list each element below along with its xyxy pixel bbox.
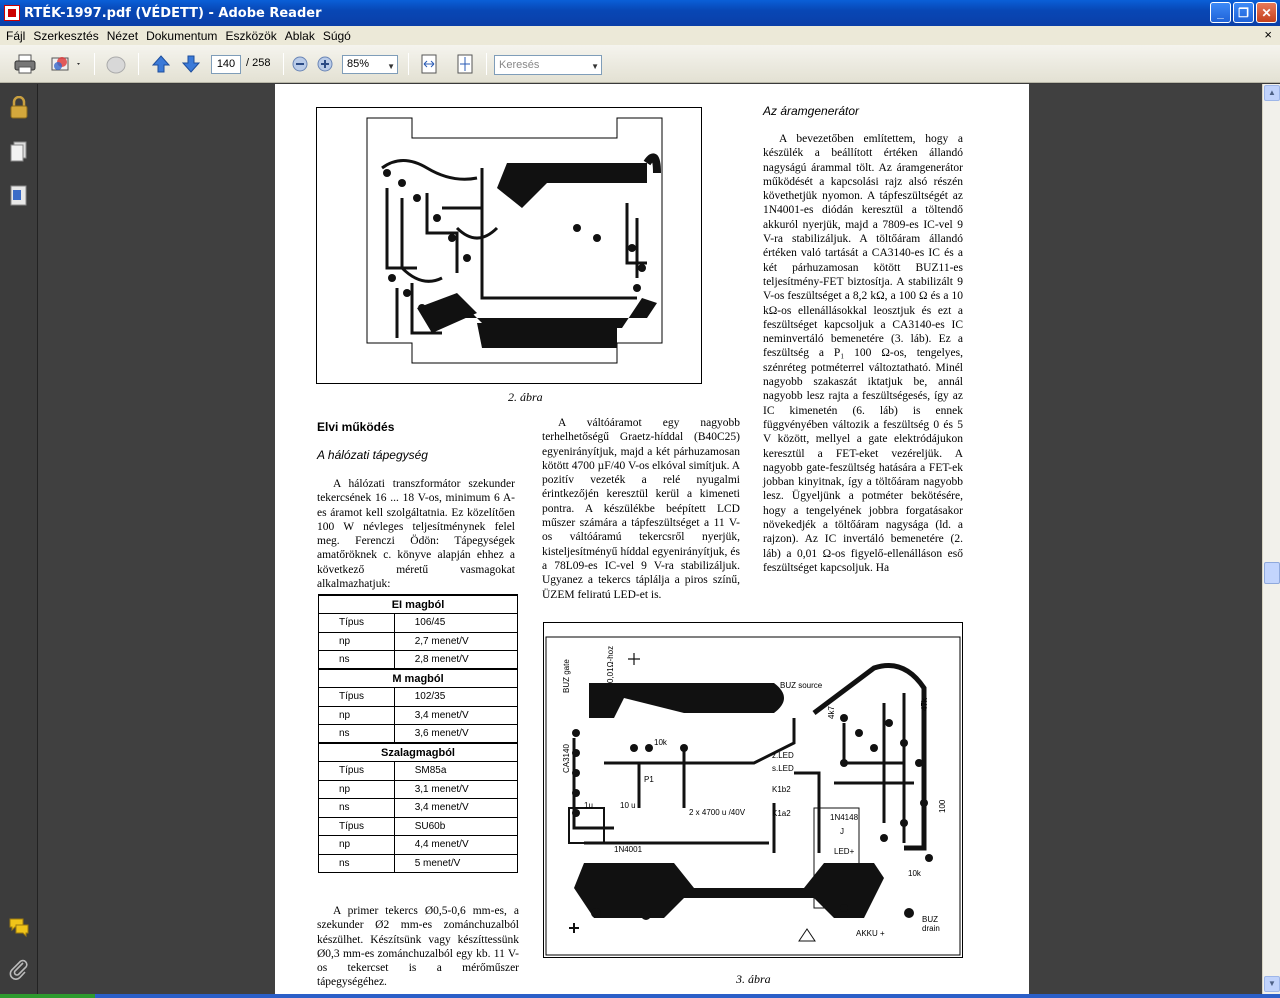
table-cell: ns [319, 651, 395, 670]
label-buz-drain: BUZ drain [922, 915, 940, 933]
table-cell: 102/35 [394, 688, 517, 707]
table-cell: 2,8 menet/V [394, 651, 517, 670]
label-10k: 10k [654, 738, 667, 747]
menu-tools[interactable]: Eszközök [225, 28, 277, 43]
label-4k7: 4k7 [827, 706, 836, 719]
col1-text-2: A primer tekercs Ø0,5-0,6 mm-es, a szekunder Ø2 mm-es zománchuzalból készülhet. Készítsünk vagy készíttessünk Ø0,3 mm-es zománchuzalból egy kb. 11 V-os tekercset is a mérőműszer tápegységéhez. [317, 905, 519, 989]
label-buz-source: BUZ source [780, 681, 823, 690]
table-cell: 5 menet/V [394, 854, 517, 873]
table-cell: SM85a [394, 762, 517, 781]
label-z-led: z.LED [772, 751, 794, 760]
total-pages: 258 [252, 57, 271, 69]
toolbar [0, 45, 1280, 83]
label-s-led: s.LED [772, 764, 794, 773]
table-cell: np [319, 706, 395, 725]
scroll-down-icon[interactable]: ▼ [1264, 976, 1280, 992]
table-row [319, 762, 518, 781]
figure-3-pcb [543, 622, 963, 958]
table-row [319, 836, 518, 855]
attachments-icon[interactable] [8, 184, 30, 208]
page-separator: / [246, 57, 250, 69]
table-cell: SU60b [394, 817, 517, 836]
label-ohm: 0,01Ω-hoz [606, 645, 615, 683]
zoom-select[interactable] [342, 55, 398, 74]
table-cell: 3,4 menet/V [394, 799, 517, 818]
scroll-thumb[interactable] [1264, 562, 1280, 584]
page-total [246, 57, 270, 69]
menu-edit[interactable]: Szerkesztés [33, 28, 99, 43]
table-cell: np [319, 836, 395, 855]
subsection-title-power: A hálózati tápegység [317, 448, 428, 462]
close-document-button[interactable]: × [1264, 27, 1272, 42]
search-input[interactable] [494, 55, 602, 75]
up-arrow-icon[interactable] [150, 52, 172, 76]
page-number-input[interactable]: 140 [211, 55, 241, 74]
figure-2-pcb [316, 107, 702, 384]
table-row [319, 614, 518, 633]
figure-3-caption: 3. ábra [736, 972, 771, 986]
vertical-scrollbar[interactable] [1262, 84, 1280, 994]
figure-2-caption: 2. ábra [508, 390, 543, 404]
table-row [319, 780, 518, 799]
taskbar-strip [0, 994, 1280, 998]
lock-icon[interactable] [8, 96, 30, 120]
zoom-in-icon[interactable] [315, 52, 335, 76]
chevron-down-icon[interactable]: ▼ [591, 62, 599, 71]
search-placeholder: Keresés [499, 59, 540, 71]
col1-paragraph-2 [317, 904, 519, 990]
hand-icon[interactable] [103, 52, 129, 76]
label-ca3140: CA3140 [562, 744, 571, 773]
table-row [319, 632, 518, 651]
table-cell: 3,4 menet/V [394, 706, 517, 725]
table-row [319, 799, 518, 818]
window-title: RTÉK-1997.pdf (VÉDETT) - Adobe Reader [24, 5, 322, 21]
label-k1a2: K1a2 [772, 809, 791, 818]
col1-paragraph-1 [317, 477, 515, 591]
table-cell: Típus [319, 688, 395, 707]
label-j: J [840, 827, 844, 836]
section-title: Elvi működés [317, 420, 395, 434]
paperclip-icon[interactable] [8, 958, 30, 982]
maximize-button[interactable]: ❐ [1233, 2, 1254, 23]
label-10u: 10 u [620, 801, 636, 810]
table-cell: np [319, 780, 395, 799]
table-row [319, 725, 518, 744]
table-row [319, 817, 518, 836]
label-1n4148: 1N4148 [830, 813, 859, 822]
table-group-ei: EI magból [319, 595, 518, 614]
label-buz-gate: BUZ gate [562, 659, 571, 693]
label-led-plus: LED+ [834, 847, 855, 856]
label-k1b2: K1b2 [772, 785, 791, 794]
table-cell: np [319, 632, 395, 651]
pdf-page [275, 84, 1029, 994]
table-cell: ns [319, 854, 395, 873]
table-group-m: M magból [319, 669, 518, 688]
table-cell: Típus [319, 762, 395, 781]
printer-icon[interactable] [12, 52, 38, 76]
table-row [319, 706, 518, 725]
label-47k: 47k [920, 698, 929, 711]
label-p1: P1 [644, 775, 654, 784]
down-arrow-icon[interactable] [180, 52, 202, 76]
table-cell: 106/45 [394, 614, 517, 633]
menu-document[interactable]: Dokumentum [146, 28, 218, 43]
col2-paragraph-1 [542, 416, 740, 602]
label-1n4001: 1N4001 [614, 845, 643, 854]
core-table [318, 594, 518, 873]
navigation-panel [0, 84, 38, 994]
label-akku: AKKU + [856, 929, 885, 938]
scroll-up-icon[interactable]: ▲ [1264, 85, 1280, 101]
fit-page-icon[interactable] [454, 52, 476, 76]
table-cell: ns [319, 799, 395, 818]
table-cell: 4,4 menet/V [394, 836, 517, 855]
label-10k-b: 10k [908, 869, 921, 878]
menu-help[interactable]: Súgó [322, 28, 351, 43]
pdf-app-icon [4, 5, 20, 21]
table-group-tape: Szalagmagból [319, 743, 518, 762]
table-row [319, 651, 518, 670]
zoom-out-icon[interactable] [290, 52, 310, 76]
col1-text-1: A hálózati transzformátor szekunder tekercsének 16 ... 18 V-os, minimum 6 A-es áramot kell szolgáltatnia. Ez közelítően 100 W névleges teljesítménynek felel meg. Ferenczi Ödön: Tápegységek amatőröknek c. könyve alapján ehhez a következő méretű vasmagokat alkalmazhatjuk: [317, 478, 515, 591]
label-1u: 1u [584, 801, 593, 810]
menu-bar [0, 26, 1280, 45]
table-cell: 3,6 menet/V [394, 725, 517, 744]
close-button[interactable]: ✕ [1256, 2, 1277, 23]
zoom-value: 85% [347, 58, 370, 70]
table-cell: ns [319, 725, 395, 744]
chevron-down-icon: ▼ [387, 62, 395, 71]
col3-paragraph-1 [763, 132, 963, 575]
label-100: 100 [938, 799, 947, 813]
table-cell: 3,1 menet/V [394, 780, 517, 799]
menu-window[interactable]: Ablak [284, 28, 315, 43]
col3-text-1: A bevezetőben említettem, hogy a készülék a beállított értéken állandó nagyságú árammal tölt. Az áramgenerátor működését a kapcsolási rajz alsó részén követhetjük nyomon. A tápfeszültségét az 1N4001-es diódán keresztül a töltendő akkuról nyerjük, majd a 7809-es IC-vel 9 V-ra stabilizáljuk. A töltőáram állandó értéken való tartását a CA3140-es IC és a két párhuzamosan kötött BUZ11-es teljesítmény-FET biztosítja. A stabilizált 9 V-os feszültséget a 8,2 kΩ, a 100 Ω és a 10 kΩ-os ellenállásokkal leosztjuk és ezt a feszültséget kapcsoljuk a CA3140-es IC neminvertáló bemenetére (3. láb). Ez a feszültség a P₁ 100 Ω-os, tengelyes, szénréteg potméterrel változtatható. Minél nagyobb szakaszát iktatjuk be, annál nagyobb lesz rajta a feszültségesés, így az IC kimenetén (6. láb) is ennek függvényében változik a feszültség 0 és 5 V között, mellyel a gate elektródájukon keresztül a FET-eket vezéreljük. A nagyobb gate-feszültség hatására a FET-ek jobban kinyitnak, így a töltőáram nagyobb lesz. Ügyeljünk a potméter bekötésére, hogy a tengelyének jobbra forgatásakor növekedjék a töltőáram nagysága (ld. a rajzon). Az IC invertáló bemenetére (2. láb) a 0,01 Ω-os figyelő-ellenálláson eső feszültséget kapcsoljuk. Ha [763, 133, 963, 574]
email-icon[interactable] [48, 52, 84, 76]
comments-icon[interactable] [8, 916, 30, 940]
menu-view[interactable]: Nézet [106, 28, 139, 43]
table-cell: Típus [319, 614, 395, 633]
title-bar [0, 0, 1280, 26]
col2-text-1: A váltóáramot egy nagyobb terhelhetőségű Graetz-híddal (B40C25) egyenirányítjuk, majd a két párhuzamosan kötött 4700 µF/40 V-os elkóval simítjuk. A pozitív vezeték a relé nyugalmi érintkezőjén keresztül kerül a kimeneti pontra. A készülékbe beépített LCD műszer számára a tápfeszültséget a 11 V-os váltóáramú tekercsről nyerjük, kisteljesítményű híddal egyenirányítjuk, és a 78L09-es IC-vel 9 V-ra stabilizáljuk. Ugyanez a tekercs táplálja a piros színű, ÜZEM feliratú LED-et is. [542, 417, 740, 601]
menu-file[interactable]: Fájl [6, 28, 26, 43]
table-cell: Típus [319, 817, 395, 836]
table-cell: 2,7 menet/V [394, 632, 517, 651]
fit-width-icon[interactable] [418, 52, 440, 76]
pages-icon[interactable] [8, 140, 30, 164]
table-row [319, 688, 518, 707]
document-viewer[interactable] [38, 84, 1262, 994]
subsection-title-current: Az áramgenerátor [763, 104, 860, 118]
table-row [319, 854, 518, 873]
minimize-button[interactable]: _ [1210, 2, 1231, 23]
label-caps: 2 x 4700 u /40V [689, 808, 746, 817]
